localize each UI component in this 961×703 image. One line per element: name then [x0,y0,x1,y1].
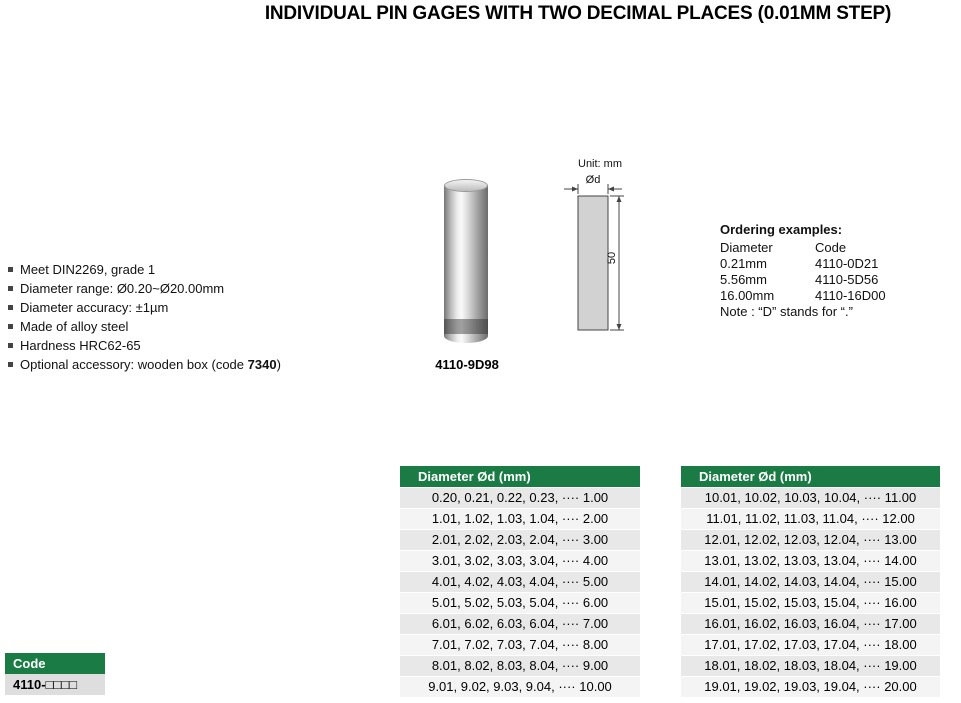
accessory-code: 7340 [247,357,277,372]
pin-gage-photo [444,179,488,343]
bullet-square-icon [8,324,13,329]
ordering-code: 4110-16D00 [815,288,886,303]
table-header: Diameter Ød (mm) [681,466,940,487]
feature-text: Made of alloy steel [20,319,129,334]
pin-shadow-band [444,319,488,334]
page-title: INDIVIDUAL PIN GAGES WITH TWO DECIMAL PLACES (0.01MM STEP) [264,3,892,24]
feature-item [8,298,398,317]
bullet-square-icon [8,362,13,367]
table-row: 4.01, 4.02, 4.03, 4.04, ···· 5.00 [400,571,640,592]
diameter-dimension-label: Ød [585,174,601,186]
feature-text: Diameter range: Ø0.20~Ø20.00mm [20,281,225,296]
feature-item [8,317,398,336]
table-row: 14.01, 14.02, 14.03, 14.04, ···· 15.00 [681,571,940,592]
code-block [5,653,105,695]
feature-text: Meet DIN2269, grade 1 [20,262,156,277]
table-row: 2.01, 2.02, 2.03, 2.04, ···· 3.00 [400,529,640,550]
product-code-label: 4110-9D98 [435,357,499,372]
feature-item [8,355,398,374]
feature-item [8,336,398,355]
ordering-diameter: 16.00mm [720,288,775,303]
ordering-code: 4110-5D56 [815,272,879,287]
table-row: 11.01, 11.02, 11.03, 11.04, ···· 12.00 [681,508,940,529]
ordering-examples [720,221,940,320]
feature-item [8,260,398,279]
table-row: 8.01, 8.02, 8.03, 8.04, ···· 9.00 [400,655,640,676]
table-row: 5.01, 5.02, 5.03, 5.04, ···· 6.00 [400,592,640,613]
feature-list [8,260,398,374]
ordering-diameter: 0.21mm [720,256,767,271]
code-block-header: Code [5,653,105,674]
table-row: 6.01, 6.02, 6.03, 6.04, ···· 7.00 [400,613,640,634]
ordering-diameter: 5.56mm [720,272,767,287]
bullet-square-icon [8,267,13,272]
table-row: 15.01, 15.02, 15.03, 15.04, ···· 16.00 [681,592,940,613]
code-block-value: 4110-□□□□ [5,674,105,695]
feature-text: Diameter accuracy: ±1µm [20,300,169,315]
pin-top-face [444,179,488,192]
ordering-col-diameter: Diameter [720,240,773,255]
feature-text-prefix: Optional accessory: wooden box (code [20,357,248,372]
table-row: 7.01, 7.02, 7.03, 7.04, ···· 8.00 [400,634,640,655]
bullet-square-icon [8,286,13,291]
ordering-title: Ordering examples: [720,222,843,237]
feature-text-suffix: ) [276,357,281,372]
table-row: 12.01, 12.02, 12.03, 12.04, ···· 13.00 [681,529,940,550]
table-row: 10.01, 10.02, 10.03, 10.04, ···· 11.00 [681,487,940,508]
diameter-table-left [400,466,640,697]
table-header: Diameter Ød (mm) [400,466,640,487]
table-row: 0.20, 0.21, 0.22, 0.23, ···· 1.00 [400,487,640,508]
table-row: 17.01, 17.02, 17.03, 17.04, ···· 18.00 [681,634,940,655]
table-row: 3.01, 3.02, 3.03, 3.04, ···· 4.00 [400,550,640,571]
table-row: 18.01, 18.02, 18.03, 18.04, ···· 19.00 [681,655,940,676]
pin-body [444,185,488,343]
table-row: 19.01, 19.02, 19.03, 19.04, ···· 20.00 [681,676,940,697]
table-row: 13.01, 13.02, 13.03, 13.04, ···· 14.00 [681,550,940,571]
feature-item [8,279,398,298]
table-row: 1.01, 1.02, 1.03, 1.04, ···· 2.00 [400,508,640,529]
ordering-note: Note : “D” stands for “.” [720,304,853,319]
bullet-square-icon [8,305,13,310]
table-row: 16.01, 16.02, 16.03, 16.04, ···· 17.00 [681,613,940,634]
ordering-code: 4110-0D21 [815,256,879,271]
unit-label: Unit: mm [578,158,622,170]
ordering-table [720,240,940,304]
diameter-table-right [681,466,940,697]
ordering-col-code: Code [815,240,847,255]
table-row: 9.01, 9.02, 9.03, 9.04, ···· 10.00 [400,676,640,697]
feature-text: Hardness HRC62-65 [20,338,141,353]
bullet-square-icon [8,343,13,348]
feature-text [20,355,281,374]
length-dimension-label: 50 [606,251,618,265]
